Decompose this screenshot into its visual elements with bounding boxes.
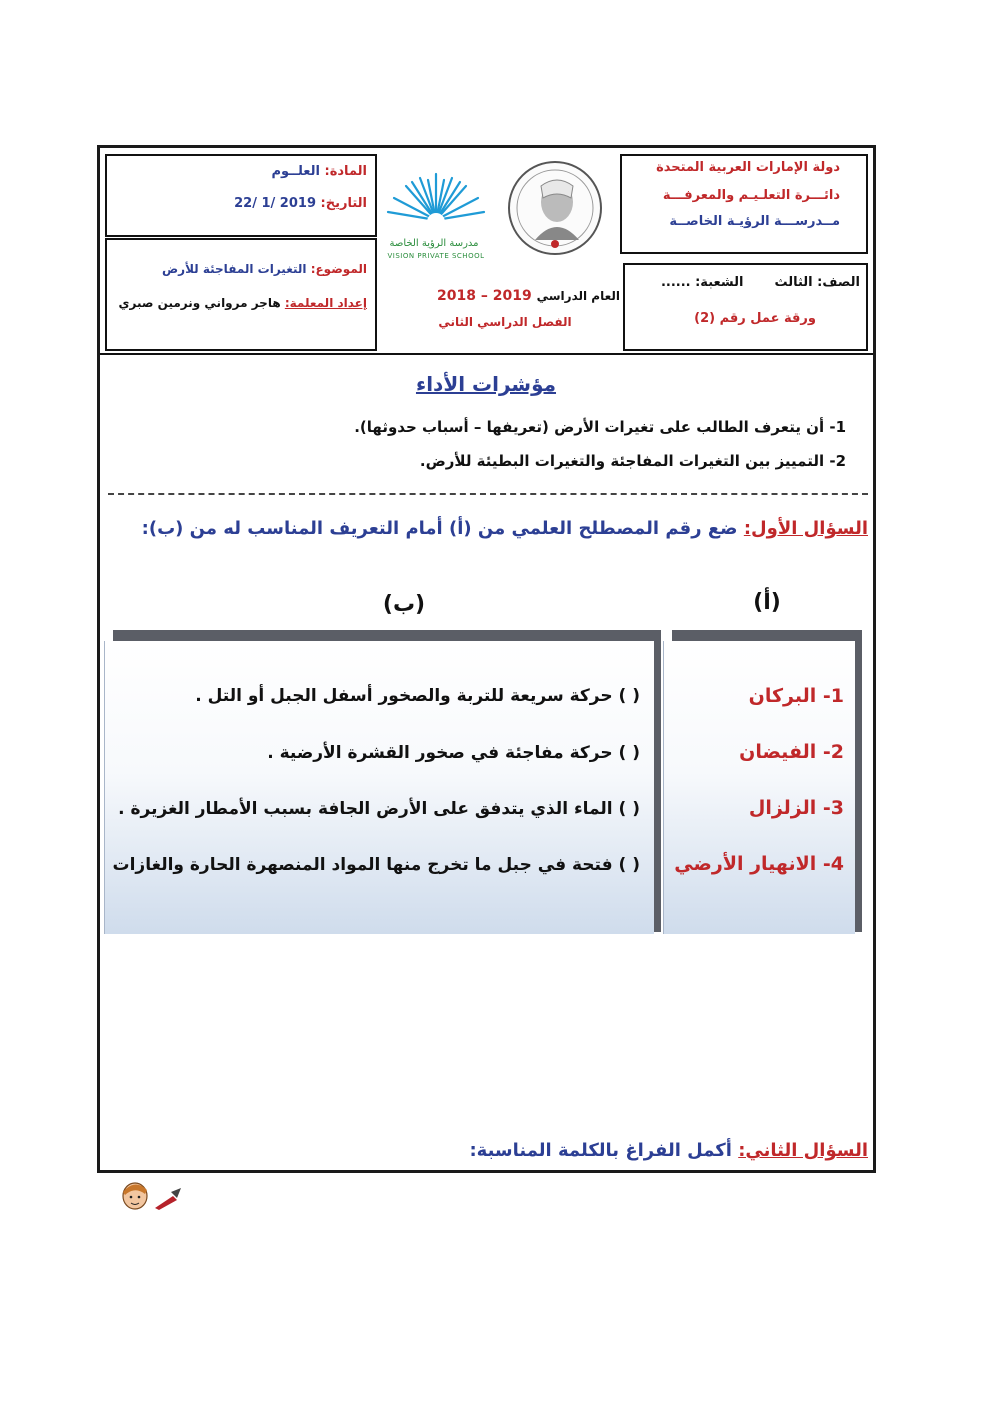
section-label: الشعبة:	[695, 275, 744, 290]
student-writing-icon	[115, 1178, 187, 1212]
term-item: 1- البركان	[748, 685, 844, 707]
dashed-separator	[108, 493, 868, 495]
term-item: 4- الانهيار الأرضي	[674, 853, 844, 875]
worksheet-number: ورقة عمل رقم (2)	[694, 311, 816, 326]
teacher-label: إعداد المعلمة:	[284, 296, 367, 310]
student-writing-clipart	[115, 1178, 187, 1212]
topic-value: التغيرات المفاجئة للأرض	[162, 262, 307, 276]
term-label: الفصل الدراسي الثاني	[438, 315, 572, 329]
question1-prompt: ضع رقم المصطلح العلمي من (أ) أمام التعريف المناسب له من (ب):	[141, 518, 738, 539]
column-a-header: (أ)	[753, 590, 781, 615]
indicators-title: مؤشرات الأداء	[415, 372, 557, 396]
term-item: 2- الفيضان	[739, 741, 844, 763]
school-name: مــدرســـة الرؤيـة الخاصــة	[669, 214, 840, 229]
country-name: دولة الإمارات العربية المتحدة	[656, 160, 840, 175]
question2-prompt: أكمل الفراغ بالكلمة المناسبة:	[469, 1140, 732, 1161]
header-subject-box	[105, 154, 377, 237]
school-logo-english: VISION PRIVATE SCHOOL	[387, 252, 485, 260]
topic-label: الموضوع:	[310, 262, 367, 276]
sheikh-zayed-seal	[505, 152, 605, 264]
question1-label: السؤال الأول:	[743, 518, 868, 539]
column-b-header: (ب)	[382, 592, 426, 617]
teacher-value: هاجر مرواني ونرمين صبري	[118, 296, 281, 310]
question2-label: السؤال الثاني:	[738, 1140, 868, 1161]
year-value: 2018 – 2019	[437, 288, 532, 304]
header-class-box	[623, 263, 868, 351]
section-value: ......	[660, 275, 691, 290]
year-label: العام الدراسي	[536, 289, 620, 303]
subject-value: العلــوم	[271, 164, 320, 179]
header-topic-box	[105, 238, 377, 351]
grade-line	[628, 275, 860, 290]
date-line	[117, 196, 367, 211]
header-org-box	[620, 154, 868, 254]
grade-label: الصف:	[817, 275, 860, 290]
seal-icon	[505, 152, 605, 264]
academic-year	[398, 288, 620, 304]
subject-label: المادة:	[324, 164, 367, 179]
definition-item: ( ) فتحة في جبل ما تخرج منها المواد المنصهرة الحارة والغازات	[112, 855, 640, 875]
definition-item: ( ) حركة سريعة للتربة والصخور أسفل الجبل أو التل .	[195, 686, 640, 706]
header-divider	[100, 353, 873, 355]
question1-line	[141, 518, 868, 539]
grade-value: الثالث	[774, 275, 813, 290]
column-b-panel	[104, 641, 654, 934]
indicator-item: 1- أن يتعرف الطالب على تغيرات الأرض (تعريفها – أسباب حدوثها).	[354, 418, 846, 436]
definition-item: ( ) حركة مفاجئة في صخور القشرة الأرضية .	[267, 743, 640, 763]
subject-line	[117, 164, 367, 179]
date-label: التاريخ:	[320, 196, 367, 211]
date-value: 22/ 1/ 2019	[234, 196, 316, 211]
school-logo-arabic: مدرسة الرؤية الخاصة	[389, 238, 479, 249]
indicator-item: 2- التمييز بين التغيرات المفاجئة والتغيرات البطيئة للأرض.	[419, 452, 846, 470]
vision-school-logo	[380, 170, 492, 265]
question2-line	[400, 1140, 868, 1161]
topic-line	[111, 262, 367, 276]
teacher-line	[111, 296, 367, 310]
term-item: 3- الزلزال	[748, 797, 844, 819]
definition-item: ( ) الماء الذي يتدفق على الأرض الجافة بسبب الأمطار الغزيرة .	[118, 799, 640, 819]
department-name: دائـــرة التعلـيـم والمعرفـــة	[662, 188, 840, 203]
sunburst-logo-icon	[380, 170, 492, 240]
